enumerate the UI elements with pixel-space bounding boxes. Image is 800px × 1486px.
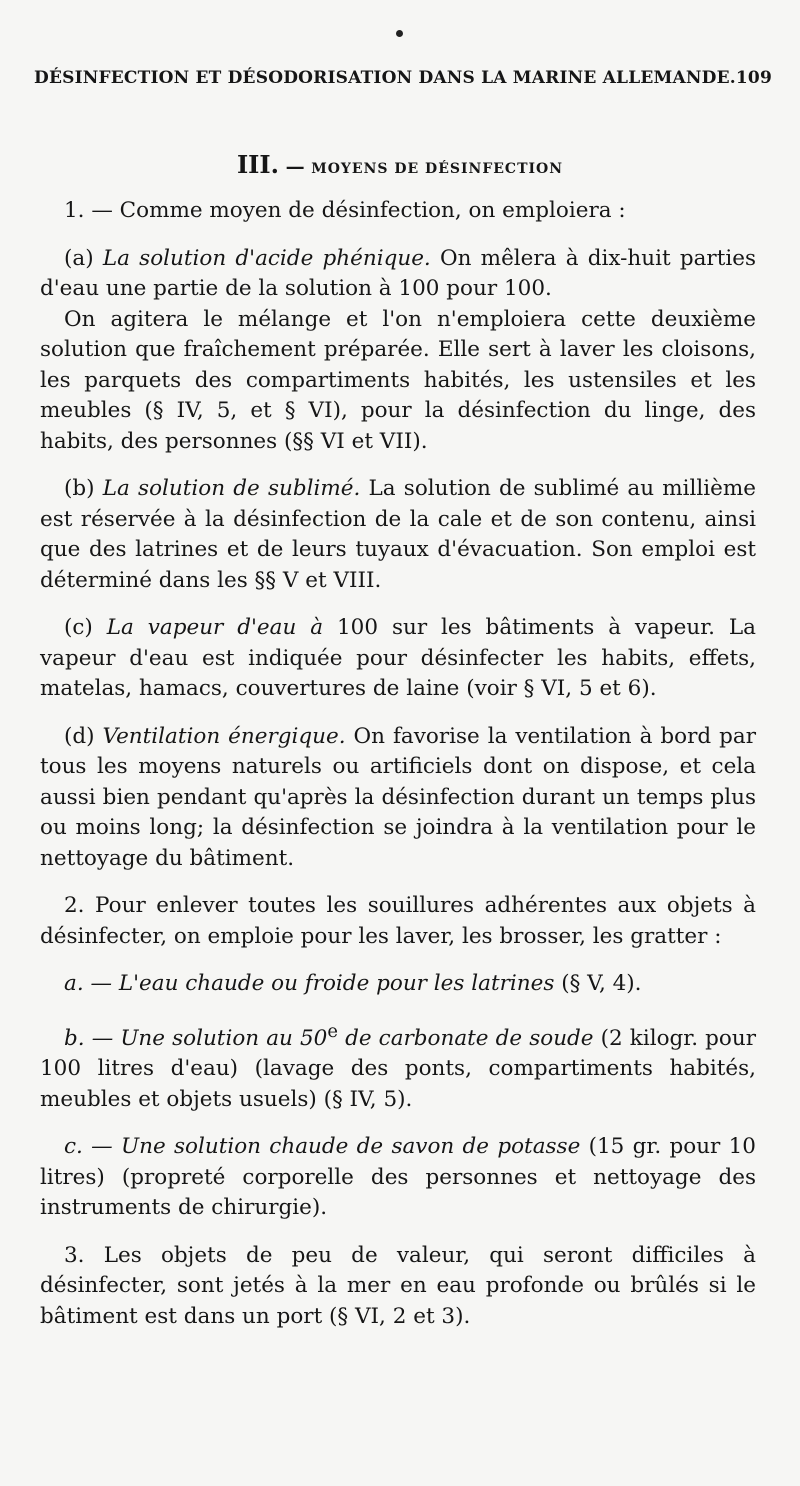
paragraph-3: 3. Les objets de peu de valeur, qui seront difficiles à désinfecter, sont jetés à la mer en eau profonde ou brûlés si le bâtiment est dans un port (§ VI, 2 et 3). bbox=[40, 1242, 756, 1329]
section-number: III. bbox=[236, 150, 279, 179]
item-c-number: 100 bbox=[336, 615, 379, 640]
item-c-title: La vapeur d'eau à bbox=[106, 615, 324, 640]
section-title: MOYENS DE DÉSINFECTION bbox=[311, 161, 564, 177]
section-dash: — bbox=[285, 156, 305, 178]
item-a-text: On mêlera à dix-huit parties d'eau une partie de la solution à 100 pour 100. bbox=[40, 245, 756, 301]
paragraph-a bbox=[40, 244, 756, 305]
item-2a-title: L'eau chaude ou froide pour les latrines bbox=[118, 971, 555, 996]
running-header bbox=[34, 68, 770, 88]
item-d-label: (d) bbox=[64, 723, 95, 749]
paragraph-b bbox=[40, 474, 756, 596]
item-d-text: On favorise la ventilation à bord par tous les moyens naturels ou artificiels dont on dispose, et cela aussi bien pendant qu'après la désinfection durant un temps plus ou moins long; la désinfection se joindra à la ventilation pour le nettoyage du bâtiment. bbox=[40, 723, 756, 871]
paragraph-a-continued: On agitera le mélange et l'on n'emploiera cette deuxième solution que fraîchement préparée. Elle sert à laver les cloisons, les parquets des compartiments habités, les ustensiles et les meubles (§ IV, 5, et § VI), pour la désinfection du linge, des habits, des personnes (§§ VI et VII). bbox=[40, 306, 756, 454]
item-b-title: La solution de sublimé. bbox=[102, 476, 361, 501]
item-2a-label: a. — bbox=[64, 971, 112, 996]
item-b-label: (b) bbox=[64, 476, 95, 501]
item-2c-label: c. — bbox=[64, 1134, 113, 1160]
paragraph-d bbox=[40, 722, 756, 875]
item-a-title: La solution d'acide phénique. bbox=[102, 245, 431, 271]
paragraph-1: 1. — Comme moyen de désinfection, on emploiera : bbox=[64, 198, 626, 223]
item-c-label: (c) bbox=[64, 615, 93, 640]
item-2b-title-end: de carbonate de soude bbox=[345, 1025, 594, 1051]
item-2c-text: (15 gr. pour 10 litres) (propreté corporelle des personnes et nettoyage des instruments de chirurgie). bbox=[40, 1134, 756, 1221]
item-2b-text: (2 kilogr. pour 100 litres d'eau) (lavage des ponts, compartiments habités, meubles et objets usuels) (§ IV, 5). bbox=[40, 1025, 756, 1112]
running-title: DÉSINFECTION ET DÉSODORISATION DANS LA MARINE ALLEMANDE. bbox=[34, 68, 736, 88]
paragraph-2: 2. Pour enlever toutes les souillures adhérentes aux objets à désinfecter, on emploie pour les laver, les brosser, les gratter : bbox=[40, 893, 756, 949]
page-number: 109 bbox=[735, 68, 772, 88]
body-text bbox=[40, 196, 756, 1349]
paragraph-2c bbox=[40, 1132, 756, 1224]
item-2b-label: b. — bbox=[64, 1025, 114, 1051]
section-heading bbox=[0, 150, 800, 179]
item-d-title: Ventilation énergique. bbox=[102, 723, 346, 749]
item-2b-superscript: e bbox=[327, 1020, 338, 1042]
item-a-label: (a) bbox=[64, 245, 94, 271]
item-c-text: sur les bâtiments à vapeur. La vapeur d'eau est indiquée pour désinfecter les habits, effets, matelas, hamacs, couvertures de laine (voir § VI, 5 et 6). bbox=[40, 615, 756, 701]
paragraph-2b bbox=[40, 1017, 756, 1116]
item-2c-title: Une solution chaude de savon de potasse bbox=[121, 1134, 581, 1160]
item-2a-ref: (§ V, 4). bbox=[561, 971, 642, 996]
ink-dot-mark bbox=[396, 30, 403, 37]
paragraph-2a bbox=[40, 969, 756, 1000]
item-2b-title-start: Une solution au 50 bbox=[120, 1025, 328, 1051]
paragraph-c bbox=[40, 613, 756, 705]
item-b-text: La solution de sublimé au millième est réservée à la désinfection de la cale et de son contenu, ainsi que des latrines et de leurs tuyaux d'évacuation. Son emploi est déterminé dans les §§ V et VIII. bbox=[40, 476, 756, 593]
